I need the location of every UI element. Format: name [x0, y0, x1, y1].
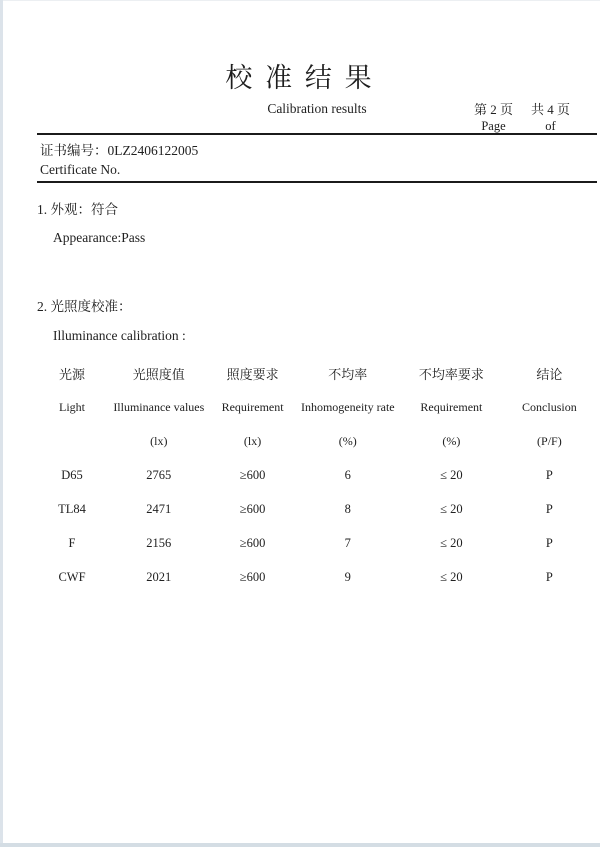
table-cell: (lx)	[243, 433, 262, 448]
table-cell: ≥600	[239, 467, 266, 482]
table-cell: Illuminance values	[113, 399, 205, 414]
table-row	[37, 458, 597, 492]
table-cell: ≤ 20	[440, 569, 463, 584]
certificate-number-block	[40, 141, 198, 179]
table-cell: 2156	[146, 535, 172, 550]
table-cell: Inhomogeneity rate	[300, 399, 395, 414]
certificate-number-label-en: Certificate No.	[40, 162, 121, 177]
page-current-en: Page	[481, 119, 506, 133]
calibration-table	[37, 356, 597, 594]
table-cell: Requirement	[420, 399, 483, 414]
table-cell: 光源	[58, 366, 85, 382]
table-cell: 照度要求	[226, 366, 279, 382]
page-title: 校 准 结 果	[225, 63, 375, 93]
table-row	[37, 526, 597, 560]
table-cell: ≤ 20	[440, 501, 463, 516]
table-cell: (%)	[442, 433, 461, 448]
page-current	[474, 100, 513, 133]
table-cell: P	[545, 501, 553, 516]
page-edge-top	[0, 0, 600, 1]
table-cell: ≥600	[239, 535, 266, 550]
page-total-zh: 共 4 页	[530, 102, 570, 117]
table-cell: 不均率要求	[418, 366, 484, 382]
table-header-row-zh	[37, 356, 597, 390]
table-cell: (lx)	[150, 433, 168, 448]
table-cell: CWF	[58, 569, 86, 584]
page-number-block	[474, 100, 570, 133]
table-cell: F	[68, 535, 76, 550]
table-row	[37, 560, 597, 594]
table-cell: Light	[59, 399, 85, 414]
table-cell: 光照度值	[132, 366, 185, 382]
table-cell: P	[545, 467, 553, 482]
table-cell: 6	[344, 467, 351, 482]
table-cell: ≤ 20	[440, 467, 463, 482]
table-cell: Conclusion	[522, 399, 577, 414]
table-cell: P	[545, 569, 553, 584]
table-cell: 9	[344, 569, 351, 584]
table-cell: (P/F)	[537, 433, 562, 448]
table-row	[37, 492, 597, 526]
table-units-row	[37, 424, 597, 458]
page-current-zh: 第 2 页	[473, 102, 513, 117]
header-divider-top	[37, 133, 597, 135]
header-divider-bottom	[37, 181, 597, 183]
table-cell: 2471	[146, 501, 172, 516]
table-cell: ≥600	[239, 501, 266, 516]
table-cell: 8	[344, 501, 351, 516]
table-cell: P	[545, 535, 553, 550]
certificate-number-value: 0LZ2406122005	[107, 143, 199, 158]
page-edge-bottom	[0, 843, 600, 847]
table-cell: 不均率	[328, 366, 368, 382]
section-appearance-heading-en: Appearance:Pass	[53, 230, 146, 245]
section-illuminance-heading-en: Illuminance calibration :	[53, 328, 186, 343]
table-cell: 7	[344, 535, 351, 550]
table-cell: D65	[61, 467, 83, 482]
certificate-number-line	[40, 141, 198, 160]
page-total	[531, 100, 570, 133]
table-cell: 2765	[146, 467, 172, 482]
table-header-row-en	[37, 390, 597, 424]
table-cell: 结论	[536, 366, 563, 382]
page-edge-left	[0, 0, 3, 847]
table-cell: ≥600	[239, 569, 266, 584]
table-cell: Requirement	[221, 399, 284, 414]
page-subtitle: Calibration results	[267, 101, 367, 116]
table-cell: 2021	[146, 569, 172, 584]
section-appearance-heading-zh: 1. 外观：符合	[37, 202, 118, 217]
certificate-number-label: 证书编号：	[40, 143, 108, 158]
table-cell: ≤ 20	[440, 535, 463, 550]
page-total-en: of	[545, 119, 556, 133]
table-cell: TL84	[58, 501, 86, 516]
table-cell: (%)	[338, 433, 357, 448]
section-illuminance-heading-zh: 2. 光照度校准：	[37, 299, 132, 314]
